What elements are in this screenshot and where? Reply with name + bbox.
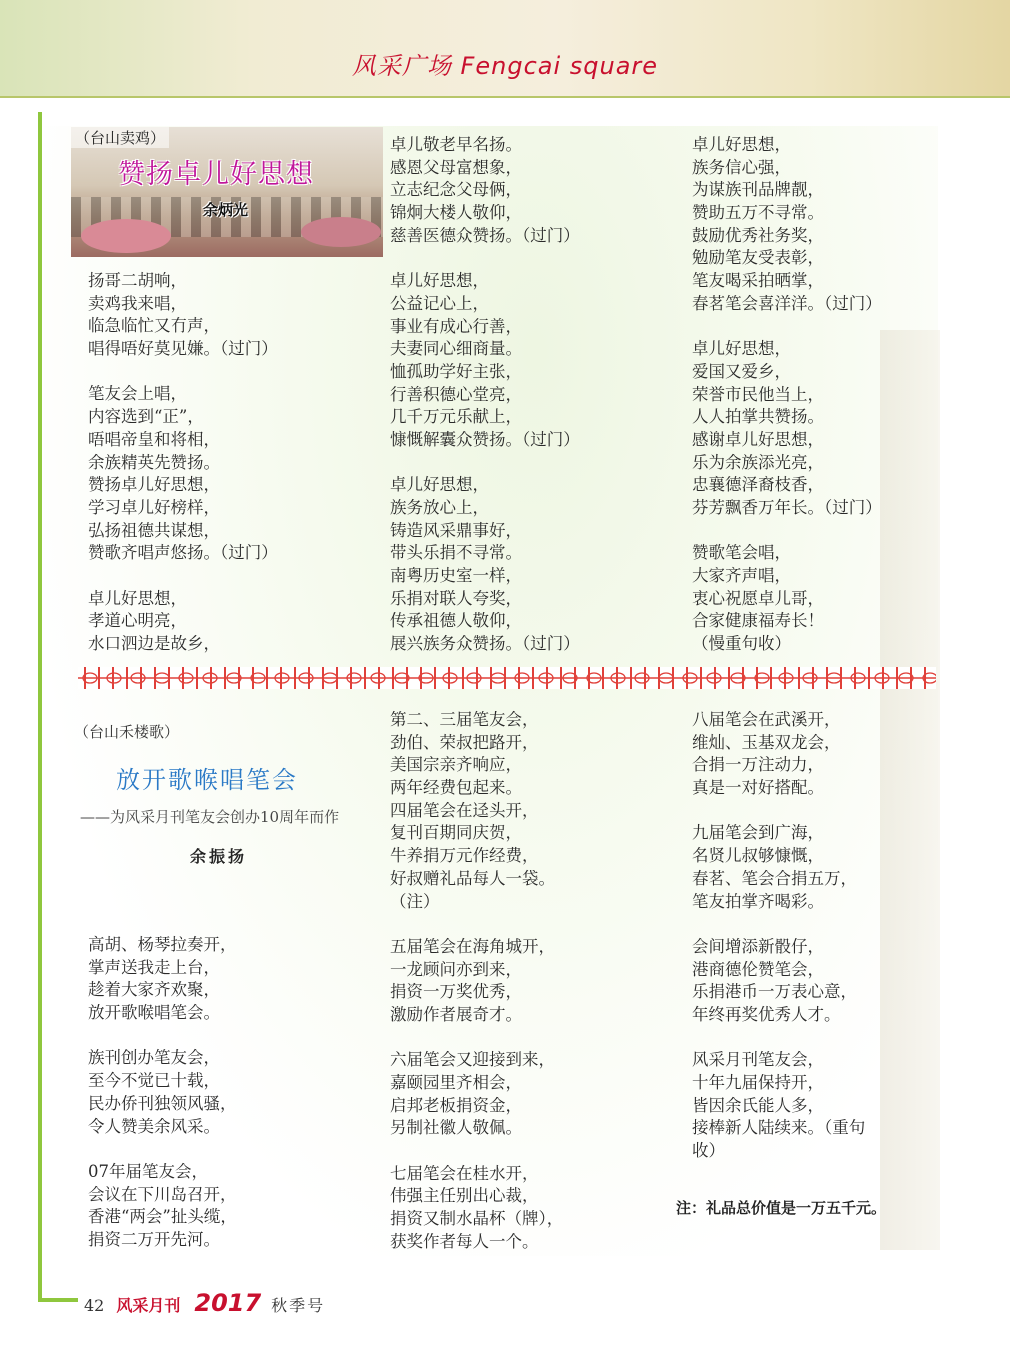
poem-line: 带头乐捐不寻常。 — [390, 543, 522, 563]
poem-line: 忠襄德泽裔枝香， — [692, 475, 824, 495]
poem-line: 一龙顾问亦到来， — [390, 959, 522, 979]
poem-line: 两年经费包起来。 — [390, 778, 522, 798]
stanza — [88, 383, 278, 565]
poem-line: 合家健康福寿长！ — [692, 611, 824, 631]
stanza — [88, 1047, 237, 1138]
poem-line: 笔友喝采拍晒掌， — [692, 271, 824, 291]
poem-line: 公益记心上， — [390, 293, 489, 313]
poem-line: 趁着大家齐欢聚， — [88, 980, 220, 1000]
poem-line: 名贤儿叔够慷慨， — [692, 846, 824, 866]
poem-line: 劲伯、荣叔把路开， — [390, 732, 539, 752]
poem-line: 乐为余族添光亮， — [692, 452, 824, 472]
section2-column-2 — [390, 709, 563, 1276]
poem-line: 南粤历史室一样， — [390, 566, 522, 586]
poem-line: 笔友会上唱， — [88, 384, 187, 404]
poem-line: 传承祖德人敬仰， — [390, 611, 522, 631]
poem-line: 内容选到“正”， — [88, 407, 204, 427]
poem-line: 笔友拍掌齐喝彩。 — [692, 891, 824, 911]
poem-line: 嘉颐园里齐相会， — [390, 1073, 522, 1092]
section2-subtitle: ——为风采月刊笔友会创办10周年而作 — [80, 808, 340, 826]
background-tree — [880, 330, 940, 1250]
poem-line: 港商德伦赞笔会， — [692, 959, 824, 979]
poem-line: 乐捐港币一万表心意， — [692, 982, 857, 1002]
poem-line: 另制社徽人敬佩。 — [390, 1118, 522, 1138]
poem-line: （慢重句收） — [692, 634, 791, 654]
stanza — [692, 1049, 865, 1162]
poem-line: 余族精英先赞扬。 — [88, 452, 220, 472]
poem-line: 学习卓儿好榜样， — [88, 497, 220, 517]
poem-line: 唱得唔好莫见嫌。（过门） — [88, 339, 278, 359]
poem-line: 捐资二万开先河。 — [88, 1229, 220, 1249]
gift-note: 注：礼品总价值是一万五千元。 — [676, 1199, 887, 1217]
poem-line: 风采月刊笔友会， — [692, 1050, 824, 1070]
poem-line: 令人赞美余风采。 — [88, 1116, 220, 1136]
issue-year: 2017 — [194, 1289, 262, 1317]
stanza — [692, 134, 882, 316]
poem-line: 牛养捐万元作经费， — [390, 846, 539, 866]
poem-line: 卓儿好思想， — [692, 135, 791, 154]
poem-line: 春茗、笔会合捐五万， — [692, 868, 857, 888]
poem-line: 高胡、杨琴拉奏开， — [88, 935, 237, 954]
divider-pattern — [78, 667, 936, 689]
poem-line: 弘扬祖德共谋想， — [88, 520, 220, 540]
poem-line: 民办侨刊独领风骚， — [88, 1093, 237, 1113]
poem-line: 立志纪念父母俩， — [390, 180, 522, 200]
poem-line: 鼓励优秀社务奖， — [692, 225, 824, 245]
poem-line: 唔唱帝皇和将相， — [88, 429, 220, 449]
poem-line: 卓儿好思想， — [390, 475, 489, 495]
poem-line: 感恩父母富想象， — [390, 157, 522, 177]
magazine-name: 风采月刊 — [116, 1296, 181, 1315]
page-footer — [84, 1289, 325, 1317]
poem-line: 07年届笔友会， — [88, 1161, 208, 1181]
poem-line: 合捐一万注动力， — [692, 755, 824, 775]
poem-line: 族务信心强， — [692, 157, 791, 177]
poem-line: 赞歌齐唱声悠扬。（过门） — [88, 543, 278, 563]
poem-line: 捐资一万奖优秀， — [390, 982, 522, 1002]
poem-line: 复刊百期同庆贺， — [390, 823, 522, 843]
poem-line: 四届笔会在迳头开， — [390, 800, 539, 820]
poem-line: 行善积德心堂亮， — [390, 384, 522, 404]
section1-column-3 — [692, 134, 882, 679]
poem-line: 勉励笔友受表彰， — [692, 248, 824, 268]
stanza — [390, 1163, 563, 1254]
page-number: 42 — [84, 1296, 105, 1315]
stanza — [390, 709, 563, 913]
poem-line: 族务放心上， — [390, 498, 489, 517]
poem-line: 族刊创办笔友会， — [88, 1048, 220, 1068]
poem-line: 捐资又制水晶杯（牌）， — [390, 1209, 564, 1229]
stanza — [692, 542, 882, 655]
poem-line: 激励作者展奇才。 — [390, 1004, 522, 1024]
bottom-margin-bar — [38, 1298, 78, 1302]
poem-line: 爱国又爱乡， — [692, 361, 791, 381]
poem-line: 会议在下川岛召开， — [88, 1184, 237, 1204]
section1-title: 赞扬卓儿好思想 — [118, 159, 314, 190]
stanza — [390, 474, 580, 656]
poem-line: 卓儿好思想， — [390, 271, 489, 291]
poem-line: 锦炯大楼人敬仰， — [390, 203, 522, 223]
poem-line: 赞歌笔会唱， — [692, 543, 791, 563]
stanza — [390, 270, 580, 452]
poem-line: 孝道心明亮， — [88, 611, 187, 631]
section1-author: 余炳光 — [203, 201, 249, 219]
left-margin-bar — [38, 112, 42, 1302]
poem-line: 五届笔会在海角城开， — [390, 936, 555, 956]
poem-line: 掌声送我走上台， — [88, 957, 220, 977]
poem-line: 八届笔会在武溪开， — [692, 710, 841, 729]
poem-line: 皆因余氏能人多， — [692, 1095, 824, 1115]
poem-line: 卓儿好思想， — [692, 339, 791, 359]
stanza — [692, 338, 882, 520]
poem-line: 慷慨解囊众赞扬。（过门） — [390, 429, 580, 449]
poem-line: （注） — [390, 891, 440, 911]
poem-line: 卖鸡我来唱， — [88, 293, 187, 313]
photo-table — [81, 219, 171, 253]
section2-caption: （台山禾楼歌） — [74, 723, 180, 741]
stanza — [692, 709, 865, 800]
poem-line: 七届笔会在桂水开， — [390, 1163, 539, 1183]
poem-line: 大家齐声唱， — [692, 566, 791, 586]
poem-line: 第二、三届笔友会， — [390, 710, 539, 729]
stanza — [390, 1049, 563, 1140]
poem-line: 芬芳飘香万年长。（过门） — [692, 498, 882, 517]
poem-line: 六届笔会又迎接到来， — [390, 1050, 555, 1070]
stanza — [390, 134, 580, 247]
poem-line: 为谋族刊品牌靓， — [692, 180, 824, 200]
page-header-title: 风采广场 Fengcai square — [351, 52, 659, 80]
poem-line: 夫妻同心细商量。 — [390, 339, 522, 359]
poem-line: 铸造风采鼎事好， — [390, 520, 522, 540]
section1-column-2 — [390, 134, 580, 679]
photo-table — [301, 217, 381, 247]
stanza — [692, 936, 865, 1027]
poem-line: 启邦老板捐资金， — [390, 1095, 522, 1115]
poem-line: 年终再奖优秀人才。 — [692, 1004, 841, 1024]
stanza — [88, 270, 278, 361]
poem-line: 卓儿敬老早名扬。 — [390, 135, 522, 154]
poem-line: 春茗笔会喜洋洋。（过门） — [692, 293, 882, 313]
poem-line: 感谢卓儿好思想， — [692, 429, 824, 449]
poem-line: 会间增添新骰仔， — [692, 936, 824, 956]
poem-line: 慈善医德众赞扬。（过门） — [390, 225, 580, 245]
poem-line: 衷心祝愿卓儿哥， — [692, 588, 824, 608]
stanza — [88, 1161, 237, 1252]
section1-caption: （台山卖鸡） — [71, 127, 169, 148]
poem-line: 九届笔会到广海， — [692, 823, 824, 843]
poem-line: 荣誉市民他当上， — [692, 384, 824, 404]
poem-line: 赞助五万不寻常。 — [692, 203, 824, 223]
stanza — [88, 588, 278, 656]
poem-line: 伟强主任别出心裁， — [390, 1186, 539, 1206]
section2-title: 放开歌喉唱笔会 — [116, 766, 298, 794]
ornamental-divider — [78, 667, 936, 689]
stanza — [88, 934, 237, 1025]
section2-column-3 — [692, 709, 865, 1185]
poem-line: 几千万元乐献上， — [390, 407, 522, 427]
poem-line: 恤孤助学好主张， — [390, 361, 522, 381]
header-rule — [0, 96, 1010, 98]
poem-line: 水口泗边是故乡， — [88, 634, 220, 653]
poem-line: 放开歌喉唱笔会。 — [88, 1003, 220, 1023]
poem-line: 乐捐对联人夸奖， — [390, 588, 522, 608]
issue-season: 秋季号 — [271, 1296, 326, 1315]
poem-line: 接棒新人陆续来。（重句 — [692, 1118, 866, 1138]
stanza — [692, 822, 865, 913]
poem-line: 扬哥二胡响， — [88, 271, 187, 290]
section1-column-1 — [88, 270, 278, 678]
poem-line: 展兴族务众赞扬。（过门） — [390, 634, 580, 654]
poem-line: 获奖作者每人一个。 — [390, 1231, 539, 1251]
poem-line: 事业有成心行善， — [390, 316, 522, 336]
poem-line: 美国宗亲齐响应， — [390, 755, 522, 775]
poem-line: 收） — [692, 1141, 725, 1161]
poem-line: 十年九届保持开， — [692, 1073, 824, 1092]
poem-line: 香港“两会”扯头缆， — [88, 1207, 237, 1227]
poem-line: 真是一对好搭配。 — [692, 778, 824, 798]
section2-column-1 — [88, 934, 237, 1274]
poem-line: 维灿、玉基双龙会， — [692, 732, 841, 752]
poem-line: 人人拍掌共赞扬。 — [692, 407, 824, 427]
stanza — [390, 936, 563, 1027]
poem-line: 卓儿好思想， — [88, 588, 187, 608]
section2-author: 余振扬 — [190, 847, 248, 866]
poem-line: 至今不觉已十载， — [88, 1071, 220, 1091]
poem-line: 好叔赠礼品每人一袋。 — [390, 868, 555, 888]
poem-line: 临急临忙又冇声， — [88, 316, 220, 336]
poem-line: 赞扬卓儿好思想， — [88, 475, 220, 495]
